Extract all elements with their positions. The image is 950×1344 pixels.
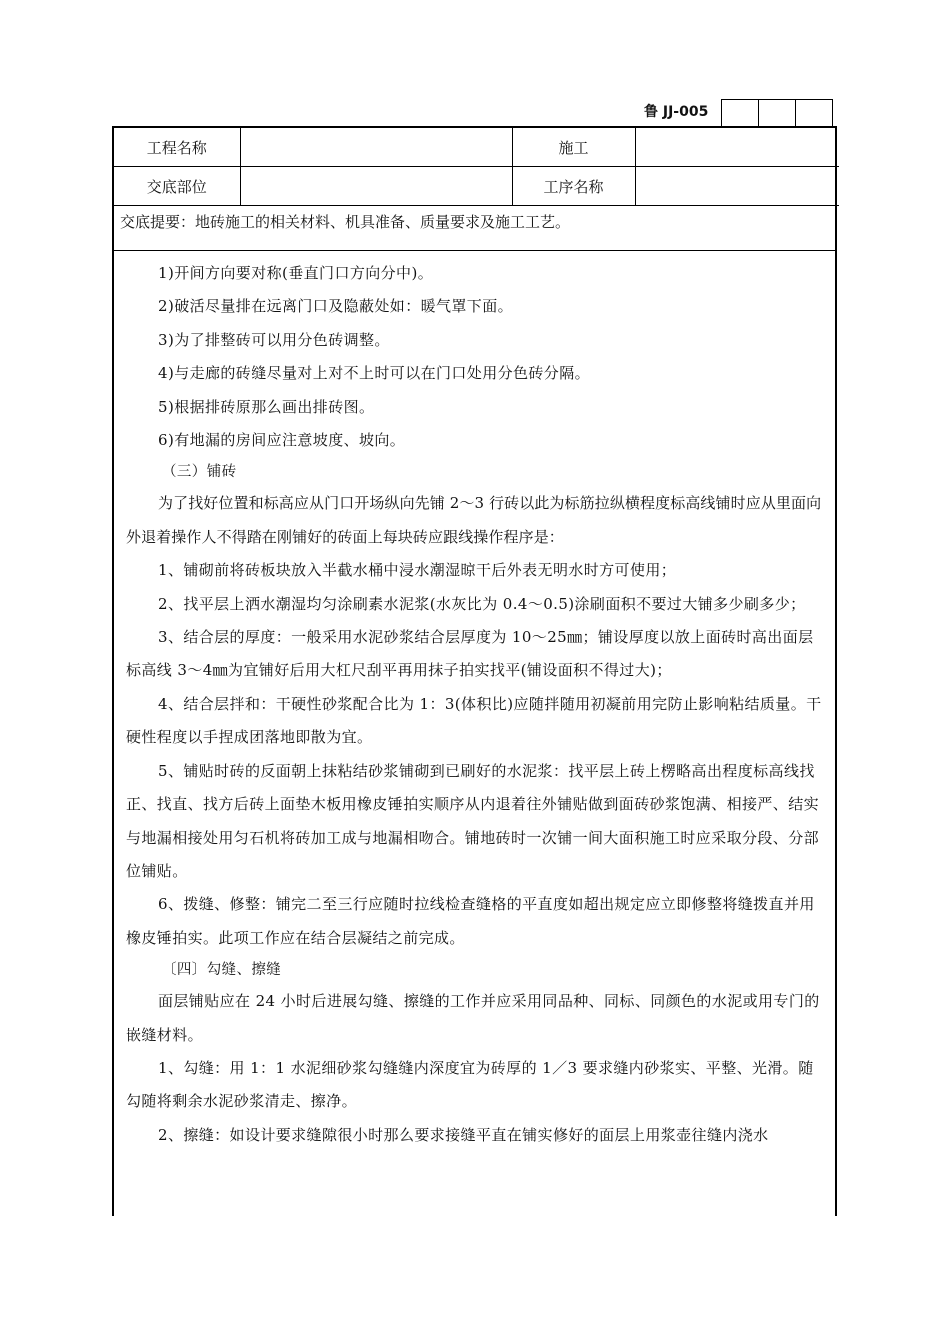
paragraph: 3、结合层的厚度：一般采用水泥砂浆结合层厚度为 10～25㎜；铺设厚度以放上面砖时高出面层标高线 3～4㎜为宜铺好后用大杠尺刮平再用抹子拍实找平(铺设面积不得过大)；: [126, 628, 814, 680]
paragraph: 6)有地漏的房间应注意坡度、坡向。: [158, 431, 406, 450]
construction-label: 施工: [512, 128, 635, 167]
header-table: [114, 128, 839, 206]
header-row-2: [114, 167, 839, 206]
paragraph: 为了找好位置和标高应从门口开场纵向先铺 2～3 行砖以此为标筋拉纵横程度标高线铺时应从里面向外退着操作人不得踏在刚铺好的砖面上每块砖应跟线操作程序是：: [126, 494, 822, 546]
body-text: [114, 251, 835, 1152]
paragraph: 2、擦缝：如设计要求缝隙很小时那么要求接缝平直在铺实修好的面层上用浆壶往缝内浇水: [158, 1125, 769, 1144]
disclosure-form: [112, 126, 837, 1216]
part-field: [240, 167, 512, 206]
summary-text: 交底提要：地砖施工的相关材料、机具准备、质量要求及施工工艺。: [114, 206, 835, 251]
paragraph: 6、拨缝、修整：铺完二至三行应随时拉线检查缝格的平直度如超出规定应立即修整将缝拨直并用橡皮锤拍实。此项工作应在结合层凝结之前完成。: [126, 895, 815, 947]
code-box-3: [795, 99, 833, 126]
paragraph: 1)开间方向要对称(垂直门口方向分中)。: [158, 264, 434, 282]
paragraph: 5)根据排砖原那么画出排砖图。: [158, 397, 375, 416]
project-name-field: [240, 128, 512, 167]
paragraph: 1、铺砌前将砖板块放入半截水桶中浸水潮湿晾干后外表无明水时方可使用；: [158, 561, 677, 580]
paragraph: 4、结合层拌和：干硬性砂浆配合比为 1：3(体积比)应随拌随用初凝前用完防止影响粘结质量。干硬性程度以手捏成团落地即散为宜。: [126, 694, 822, 747]
document-code: 鲁 JJ-005: [644, 104, 709, 120]
paragraph: 面层铺贴应在 24 小时后进展勾缝、擦缝的工作并应采用同品种、同标、同颜色的水泥或用专门的嵌缝材料。: [126, 992, 820, 1044]
paragraph: 4)与走廊的砖缝尽量对上对不上时可以在门口处用分色砖分隔。: [158, 364, 590, 383]
section-heading: （三）铺砖: [162, 464, 237, 481]
document-code-row: [640, 99, 833, 126]
part-label: 交底部位: [114, 167, 240, 206]
paragraph: 2、找平层上洒水潮湿均匀涂刷素水泥浆(水灰比为 0.4～0.5)涂刷面积不要过大铺多少刷多少；: [158, 594, 806, 613]
paragraph: 2)破活尽量排在远离门口及隐蔽处如：暖气罩下面。: [158, 297, 513, 316]
process-label: 工序名称: [512, 167, 635, 206]
code-box-1: [721, 99, 759, 126]
paragraph: 3)为了排整砖可以用分色砖调整。: [158, 330, 390, 349]
project-name-label: 工程名称: [114, 128, 240, 167]
process-field: [635, 167, 839, 206]
code-box-2: [758, 99, 796, 126]
paragraph: 1、勾缝：用 1：1 水泥细砂浆勾缝缝内深度宜为砖厚的 1／3 要求缝内砂浆实、平整、光滑。随勾随将剩余水泥砂浆清走、擦净。: [126, 1058, 814, 1111]
construction-field: [635, 128, 839, 167]
paragraph: 5、铺贴时砖的反面朝上抹粘结砂浆铺砌到已刷好的水泥浆：找平层上砖上楞略高出程度标高线找正、找直、找方后砖上面垫木板用橡皮锤拍实顺序从内退着往外铺贴做到面砖砂浆饱满、相接严、结实与地漏相接处用匀石机将砖加工成与地漏相吻合。铺地砖时一次铺一间大面积施工时应采取分段、分部位铺贴。: [126, 761, 820, 880]
section-heading: 〔四〕勾缝、擦缝: [162, 962, 282, 979]
header-row-1: [114, 128, 839, 167]
